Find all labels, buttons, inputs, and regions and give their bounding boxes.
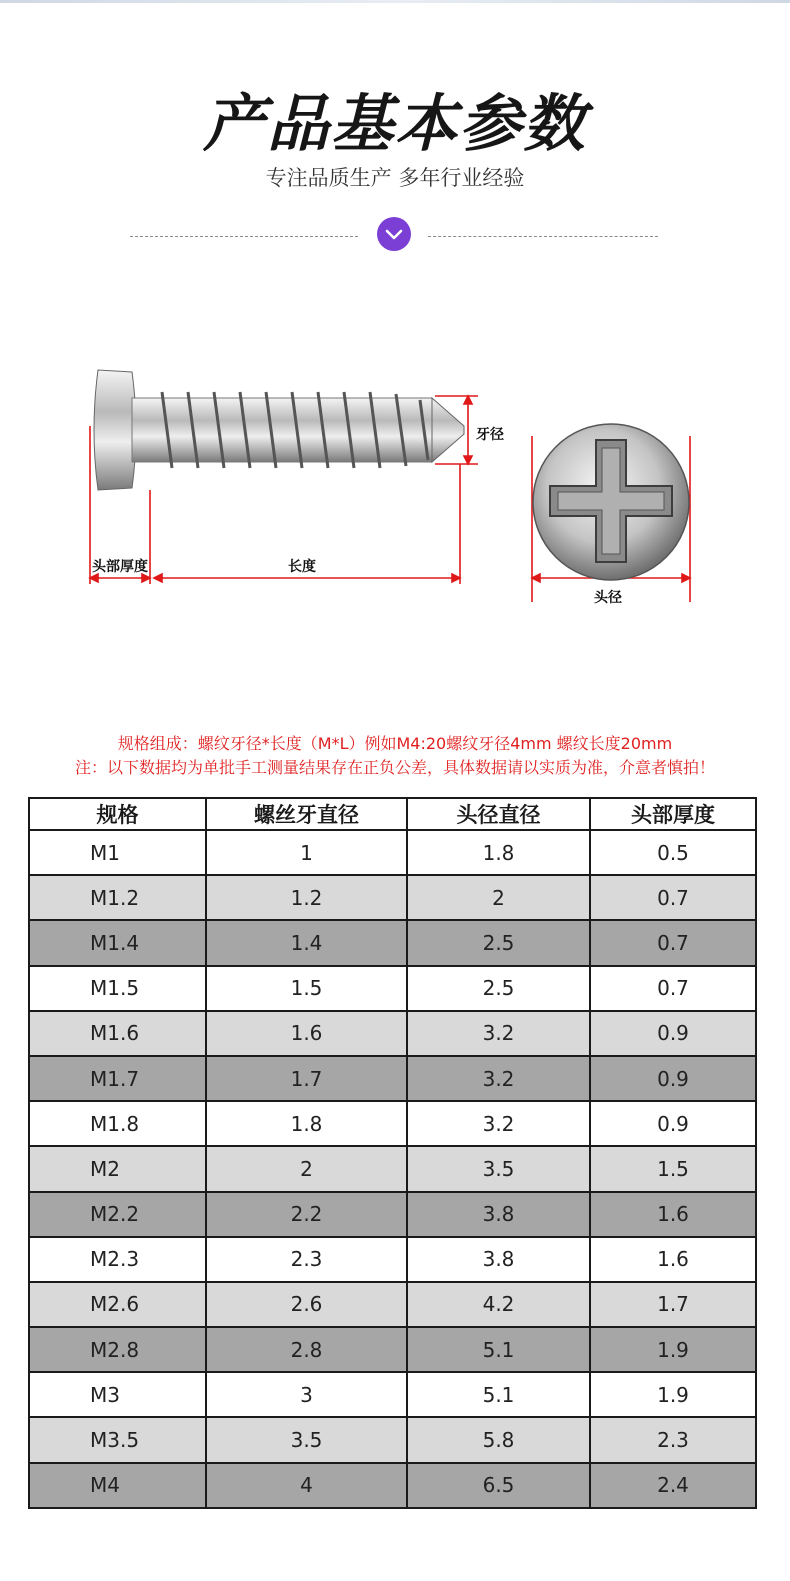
table-cell: M1.6 (29, 1011, 206, 1056)
table-cell: 0.9 (590, 1101, 756, 1146)
table-row (29, 1237, 756, 1282)
page-subtitle: 专注品质生产 多年行业经验 (265, 166, 525, 190)
header-head-thickness: 头部厚度 (590, 798, 756, 830)
table-cell: 2.6 (206, 1282, 407, 1327)
table-cell: M2.8 (29, 1327, 206, 1372)
table-cell: 4.2 (407, 1282, 590, 1327)
header-head-diameter: 头径直径 (407, 798, 590, 830)
screw-illustration (80, 340, 720, 620)
tolerance-note: 注：以下数据均为单批手工测量结果存在正负公差，具体数据请以实质为准，介意者慎拍！ (74, 758, 715, 777)
table-cell: M2.6 (29, 1282, 206, 1327)
table-cell: 1.6 (590, 1237, 756, 1282)
table-cell: 2.3 (206, 1237, 407, 1282)
table-cell: 0.9 (590, 1056, 756, 1101)
table-cell: M3.5 (29, 1417, 206, 1462)
thread-diameter-label: 牙径 (476, 427, 504, 443)
header-spec: 规格 (29, 798, 206, 830)
table-body (29, 830, 756, 1508)
table-row (29, 1372, 756, 1417)
table-cell: M1.5 (29, 966, 206, 1011)
table-row (29, 920, 756, 965)
table-cell: 1 (206, 830, 407, 875)
table-cell: 2.3 (590, 1417, 756, 1462)
table-cell: M4 (29, 1463, 206, 1508)
table-row (29, 875, 756, 920)
table-row (29, 1417, 756, 1462)
table-cell: 1.5 (590, 1146, 756, 1191)
table-cell: 2.8 (206, 1327, 407, 1372)
table-cell: 5.1 (407, 1372, 590, 1417)
table-cell: 4 (206, 1463, 407, 1508)
head-thickness-label: 头部厚度 (92, 559, 148, 575)
screw-diagram (80, 340, 720, 624)
divider-left (130, 236, 358, 237)
table-cell: 1.2 (206, 875, 407, 920)
table-row (29, 966, 756, 1011)
table-cell: 0.5 (590, 830, 756, 875)
chevron-down-icon (377, 217, 411, 251)
table-cell: 2.5 (407, 920, 590, 965)
table-row (29, 1101, 756, 1146)
table-cell: M2 (29, 1146, 206, 1191)
table-row (29, 1011, 756, 1056)
table-cell: M1.2 (29, 875, 206, 920)
table-cell: 2.4 (590, 1463, 756, 1508)
table-cell: 1.4 (206, 920, 407, 965)
table-cell: M1.7 (29, 1056, 206, 1101)
table-cell: 0.7 (590, 966, 756, 1011)
table-cell: 1.6 (206, 1011, 407, 1056)
table-cell: 1.8 (206, 1101, 407, 1146)
table-cell: M2.2 (29, 1192, 206, 1237)
table-cell: 1.9 (590, 1372, 756, 1417)
page-title: 产品基本参数 (202, 87, 587, 160)
table-row (29, 1192, 756, 1237)
header-thread-diameter: 螺丝牙直径 (206, 798, 407, 830)
table-cell: 1.5 (206, 966, 407, 1011)
top-border (0, 0, 790, 3)
table-cell: 1.7 (590, 1282, 756, 1327)
table-cell: 3.5 (206, 1417, 407, 1462)
table-cell: 1.6 (590, 1192, 756, 1237)
table-row (29, 1327, 756, 1372)
table-header-row (29, 798, 756, 830)
table-cell: 1.7 (206, 1056, 407, 1101)
spec-table (28, 797, 757, 1509)
table-cell: 2 (407, 875, 590, 920)
table-cell: 3.5 (407, 1146, 590, 1191)
head-diameter-label: 头径 (594, 590, 622, 606)
table-cell: 5.8 (407, 1417, 590, 1462)
table-cell: 3 (206, 1372, 407, 1417)
table-cell: 1.8 (407, 830, 590, 875)
table-cell: 3.2 (407, 1056, 590, 1101)
table-cell: 3.8 (407, 1237, 590, 1282)
table-cell: M1.4 (29, 920, 206, 965)
table-cell: 0.7 (590, 875, 756, 920)
table-cell: 5.1 (407, 1327, 590, 1372)
table-row (29, 830, 756, 875)
table-cell: 0.7 (590, 920, 756, 965)
table-row (29, 1282, 756, 1327)
table-cell: 3.2 (407, 1011, 590, 1056)
table-cell: 2.2 (206, 1192, 407, 1237)
table-cell: 3.2 (407, 1101, 590, 1146)
table-cell: 3.8 (407, 1192, 590, 1237)
table-cell: M3 (29, 1372, 206, 1417)
length-label: 长度 (288, 559, 316, 575)
table-cell: M1 (29, 830, 206, 875)
table-row (29, 1056, 756, 1101)
table-cell: 6.5 (407, 1463, 590, 1508)
divider-right (428, 236, 658, 237)
table-cell: 2.5 (407, 966, 590, 1011)
table-cell: 1.9 (590, 1327, 756, 1372)
table-cell: M2.3 (29, 1237, 206, 1282)
table-cell: 2 (206, 1146, 407, 1191)
table-cell: M1.8 (29, 1101, 206, 1146)
table-row (29, 1146, 756, 1191)
spec-format-note: 规格组成：螺纹牙径*长度（M*L）例如M4:20螺纹牙径4mm 螺纹长度20mm (117, 734, 673, 753)
table-cell: 0.9 (590, 1011, 756, 1056)
table-row (29, 1463, 756, 1508)
